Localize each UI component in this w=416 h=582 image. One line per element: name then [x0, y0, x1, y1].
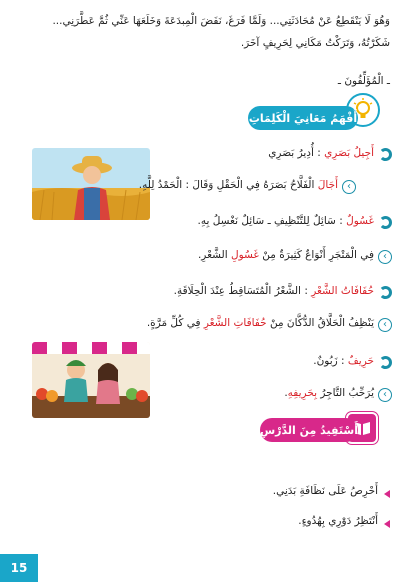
example-text: يَنْظِفُ الْحَلَّاقُ الدُّكَّانَ مِنْ: [266, 317, 374, 329]
triangle-bullet-icon: [384, 520, 390, 528]
vocab-meaning: الشَّعْرُ الْمُتَسَاقِطُ عِنْدَ الْحِلَاقَةِ.: [173, 285, 301, 297]
chevron-left-icon: ‹: [378, 250, 392, 264]
example-text: فِي كُلِّ مَرَّةٍ.: [146, 317, 204, 329]
example-highlight: غَسُولِ: [230, 249, 259, 261]
example-text: الْفَلَّاحُ بَصَرَهُ فِي الْحَقْلِ وَقَالَ : الْحَمْدُ لِلَّهِ.: [138, 179, 318, 191]
vocab-word: أَجِيلُ بَصَرِي: [324, 147, 374, 159]
intro-paragraph: [14, 10, 390, 54]
vocab-bullet-icon: [379, 216, 392, 229]
example-highlight: أَجَالَ: [317, 179, 338, 191]
vocab-word: غَسُولٌ: [346, 215, 374, 227]
vocab-separator: :: [337, 355, 348, 367]
example-text: فِي الْمَتْجَرِ أَنْوَاعٌ كَثِيرَةٌ مِنْ: [258, 249, 374, 261]
example-highlight: حُفَافَاتِ الشَّعْرِ: [203, 317, 267, 329]
lesson-benefit-item-2: أَنْتَظِرُ دَوْرِي بِهُدُوءٍ.: [298, 515, 378, 527]
intro-line-1: وَهُوَ لَا يَنْقَطِعُ عَنْ مُحَادَثَتِي... وَلَمَّا فَرَغَ، نَفَضَ الْمِبدَعَةَ وَخَلَعَهَا عَنِّي ثُمَّ عَطَّرَنِي...: [52, 15, 390, 27]
author-credit: ـ الْمُؤَلِّفُونَ ـ: [337, 75, 390, 87]
vocab-separator: :: [335, 215, 347, 227]
intro-line-2: شَكَرْتُهُ، وَتَرَكْتُ مَكَانِي لِحَرِيفٍ آخَرَ.: [240, 37, 390, 49]
vocab-example-1: [139, 178, 338, 192]
example-text: الشَّعْرِ.: [197, 249, 231, 261]
vocab-separator: :: [300, 285, 312, 297]
vocab-item-2: [197, 214, 374, 228]
example-highlight: بِحَرِيفِهِ: [287, 387, 318, 399]
vocab-example-4: [284, 386, 374, 400]
vocab-example-3: [147, 316, 374, 330]
chevron-left-icon: ‹: [378, 318, 392, 332]
vocab-word: حَرِيفٌ: [347, 355, 374, 367]
vocab-bullet-icon: [379, 286, 392, 299]
vocab-meaning: أُدِيرُ بَصَرِي: [268, 147, 314, 159]
vocab-item-1: [268, 146, 374, 160]
section-lesson-benefit-header: [260, 418, 358, 442]
vocab-meaning: سَائِلٌ لِلتَّنْظِيفِ ـ سَائِلٌ نَغْسِلُ بِهِ.: [197, 215, 336, 227]
section-title: أَفْهَمُ مَعَانِيَ الْكَلِمَاتِ: [248, 111, 358, 125]
chevron-left-icon: ‹: [378, 388, 392, 402]
vocab-item-4: [313, 354, 374, 368]
vocab-word: حُفَافَاتُ الشَّعْرِ: [311, 285, 374, 297]
vocab-example-2: [198, 248, 374, 262]
example-text: .: [284, 387, 288, 399]
vocab-meaning: زَبُونٌ.: [313, 355, 338, 367]
section-title: أَسْتَفِيدُ مِنَ الدَّرْسِ: [260, 423, 358, 437]
vocab-bullet-icon: [379, 356, 392, 369]
lesson-benefit-item-1: أَحْرِصُ عَلَى نَظَافَةِ بَدَنِي.: [272, 485, 378, 497]
vocab-separator: :: [313, 147, 325, 159]
page-number: 15: [0, 554, 38, 582]
vocab-item-3: [174, 284, 374, 298]
vocab-bullet-icon: [379, 148, 392, 161]
section-understand-words-header: [248, 106, 358, 130]
example-text: يُرَحِّبُ التَّاجِرُ: [317, 387, 374, 399]
triangle-bullet-icon: [384, 490, 390, 498]
farmer-illustration: [32, 148, 150, 220]
chevron-left-icon: ‹: [342, 180, 356, 194]
shop-illustration: [32, 342, 150, 418]
